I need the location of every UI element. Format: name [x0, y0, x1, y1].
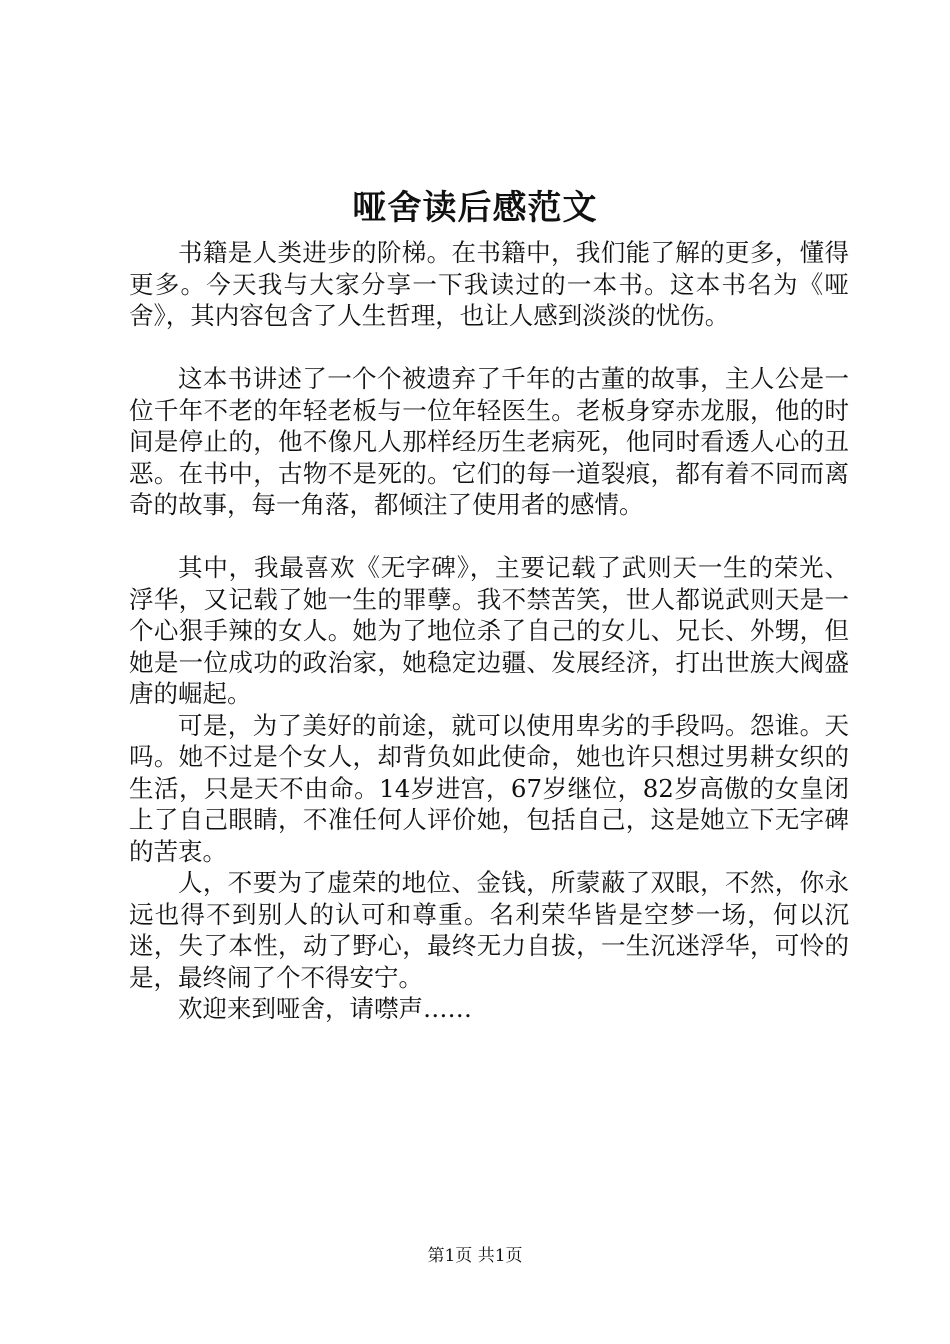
document-title: 哑舍读后感范文: [352, 188, 598, 228]
paragraph: 这本书讲述了一个个被遗弃了千年的古董的故事，主人公是一位千年不老的年轻老板与一位年轻医生。老板身穿赤龙服，他的时间是停止的，他不像凡人那样经历生老病死，他同时看透人心的丑恶。在书中，古物不是死的。它们的每一道裂痕，都有着不同而离奇的故事，每一角落，都倾注了使用者的感情。: [129, 364, 849, 519]
paragraph: 其中，我最喜欢《无字碑》，主要记载了武则天一生的荣光、浮华，又记载了她一生的罪孽。我不禁苦笑，世人都说武则天是一个心狠手辣的女人。她为了地位杀了自己的女儿、兄长、外甥，但她是一位成功的政治家，她稳定边疆、发展经济，打出世族大阀盛唐的崛起。: [129, 553, 849, 708]
paragraph: 欢迎来到哑舍，请噤声……: [178, 994, 472, 1023]
paragraph: 可是，为了美好的前途，就可以使用卑劣的手段吗。怨谁。天吗。她不过是个女人，却背负如此使命，她也许只想过男耕女织的生活，只是天不由命。14岁进宫，67岁继位，82岁高傲的女皇闭上了自己眼睛，不准任何人评价她，包括自己，这是她立下无字碑的苦衷。: [129, 710, 849, 866]
page-footer: 第1页 共1页: [427, 1246, 523, 1266]
paragraph: 人，不要为了虚荣的地位、金钱，所蒙蔽了双眼，不然，你永远也得不到别人的认可和尊重。名利荣华皆是空梦一场，何以沉迷，失了本性，动了野心，最终无力自拔，一生沉迷浮华，可怜的是，最终闹了个不得安宁。: [129, 868, 849, 992]
document-body: [129, 237, 849, 1025]
paragraph: 书籍是人类进步的阶梯。在书籍中，我们能了解的更多，懂得更多。今天我与大家分享一下我读过的一本书。这本书名为《哑舍》，其内容包含了人生哲理，也让人感到淡淡的忧伤。: [129, 238, 849, 330]
